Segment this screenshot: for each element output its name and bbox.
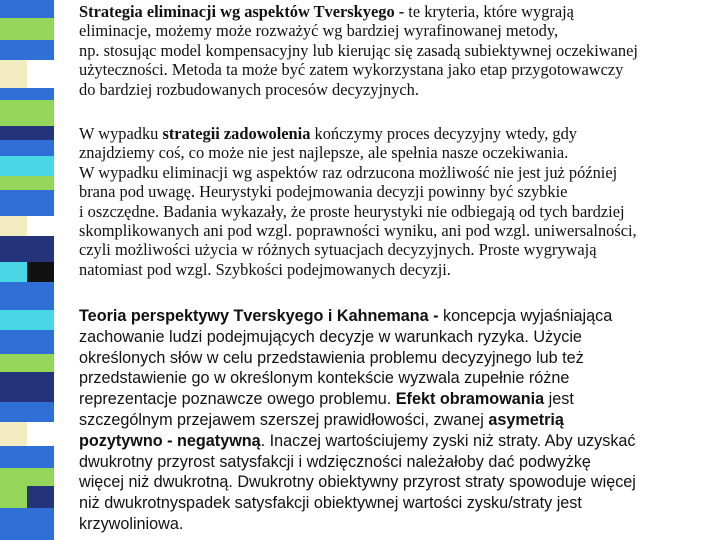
paragraph-prospect-theory bbox=[79, 306, 709, 535]
text-line bbox=[79, 306, 709, 327]
text-line bbox=[79, 182, 709, 201]
text-line bbox=[79, 410, 709, 431]
paragraph-satisficing-strategy bbox=[79, 124, 709, 279]
text-run: użyteczności. Metoda ta może być zatem wykorzystana jako etap przygotowawczy bbox=[79, 60, 624, 80]
text-run: te kryteria, które wygrają bbox=[404, 2, 574, 21]
stripe-block bbox=[0, 0, 54, 18]
text-run: i oszczędne. Badania wykazały, że proste heurystyki nie odbiegają od tych bardziej bbox=[79, 201, 625, 221]
text-line bbox=[79, 80, 709, 99]
stripe-block bbox=[0, 156, 54, 176]
text-line bbox=[79, 514, 709, 535]
stripe-block bbox=[27, 60, 54, 88]
text-line bbox=[79, 368, 709, 389]
text-run: zachowanie ludzi podejmujących decyzje w warunkach ryzyka. Użycie bbox=[79, 327, 582, 346]
text-line bbox=[79, 452, 709, 473]
stripe-block bbox=[0, 18, 54, 40]
text-run: reprezentacje poznawcze owego problemu. bbox=[79, 390, 396, 409]
stripe-block bbox=[0, 190, 54, 216]
text-run: skomplikowanych ani pod wzgl. poprawności wyniku, ani pod wzgl. uniwersalności, bbox=[79, 221, 637, 241]
text-line bbox=[79, 143, 709, 162]
text-run: np. stosując model kompensacyjny lub kierując się zasadą subiektywnej oczekiwanej bbox=[79, 40, 638, 60]
stripe-block bbox=[0, 126, 54, 140]
text-run: eliminacje, możemy może rozważyć wg bardziej wyrafinowanej metody, bbox=[79, 21, 559, 41]
stripe-block bbox=[0, 140, 27, 156]
text-run: czyli możliwości użycia w różnych sytuacjach decyzyjnych. Proste wygrywają bbox=[79, 240, 597, 260]
stripe-block bbox=[0, 508, 54, 540]
text-run: W wypadku bbox=[79, 124, 163, 143]
stripe-block bbox=[0, 100, 54, 126]
text-run: W wypadku eliminacji wg aspektów raz odrzucona możliwość nie jest już później bbox=[79, 162, 618, 182]
stripe-block bbox=[0, 88, 54, 100]
bold-term: Efekt obramowania bbox=[395, 390, 545, 409]
text-run: przedstawienie go w określonym kontekście wyzwala zupełnie różne bbox=[79, 369, 570, 388]
text-line bbox=[79, 2, 709, 21]
text-line bbox=[79, 493, 709, 514]
text-line bbox=[79, 202, 709, 221]
text-run: brana pod uwagę. Heurystyki podejmowania decyzji powinny być szybkie bbox=[79, 182, 568, 202]
stripe-block bbox=[0, 236, 54, 262]
bold-term: Strategia eliminacji wg aspektów Tverskyego - bbox=[79, 2, 405, 21]
text-run: dwukrotny przyrost satysfakcji i wdzięczności należałoby dać podwyżkę bbox=[79, 452, 591, 471]
text-run: niż dwukrotnyspadek satysfakcji obiektywnej wartości zysku/straty jest bbox=[79, 494, 582, 513]
text-run: szczególnym przejawem szerszej prawidłowości, zwanej bbox=[79, 410, 489, 429]
text-run: znajdziemy coś, co może nie jest najlepsze, ale spełnia nasze oczekiwania. bbox=[79, 143, 569, 163]
stripe-block bbox=[27, 422, 54, 446]
stripe-block bbox=[0, 330, 54, 354]
stripe-block bbox=[0, 354, 54, 372]
stripe-block bbox=[0, 446, 54, 468]
bold-term: Teoria perspektywy Tverskyego i Kahnemana - bbox=[79, 307, 439, 325]
text-line bbox=[79, 348, 709, 369]
stripe-block bbox=[0, 262, 27, 282]
stripe-block bbox=[0, 372, 54, 402]
stripe-block bbox=[0, 468, 54, 486]
text-line bbox=[79, 21, 709, 40]
text-run: koncepcja wyjaśniająca bbox=[438, 307, 613, 325]
stripe-block bbox=[0, 176, 54, 190]
stripe-block bbox=[27, 216, 54, 236]
text-run: krzywoliniowa. bbox=[79, 514, 184, 533]
text-line bbox=[79, 124, 709, 143]
text-line bbox=[79, 260, 709, 279]
stripe-block bbox=[0, 402, 54, 422]
text-run: natomiast pod wzgl. Szybkości podejmowanych decyzji. bbox=[79, 259, 451, 279]
bold-term: asymetrią bbox=[488, 410, 564, 429]
bold-term: pozytywno - negatywną bbox=[79, 431, 261, 450]
text-run: do bardziej rozbudowanych procesów decyzyjnych. bbox=[79, 79, 419, 99]
text-run: więcej niż dwukrotną. Dwukrotny obiektywny przyrost straty spowoduje więcej bbox=[79, 473, 636, 492]
text-line bbox=[79, 163, 709, 182]
text-line bbox=[79, 431, 709, 452]
stripe-block bbox=[0, 310, 54, 330]
text-line bbox=[79, 41, 709, 60]
stripe-block bbox=[0, 282, 54, 310]
decorative-color-stripe bbox=[0, 0, 54, 540]
text-line bbox=[79, 327, 709, 348]
stripe-block bbox=[0, 40, 54, 60]
text-line bbox=[79, 389, 709, 410]
text-line bbox=[79, 472, 709, 493]
text-run: . Inaczej wartościujemy zyski niż straty. Aby uzyskać bbox=[260, 431, 636, 450]
text-run: określonych słów w celu przedstawienia problemu decyzyjnego lub też bbox=[79, 348, 584, 367]
paragraph-elimination-by-aspects bbox=[79, 2, 709, 99]
text-line bbox=[79, 240, 709, 259]
text-run: jest bbox=[544, 390, 574, 409]
text-line bbox=[79, 60, 709, 79]
bold-term: strategii zadowolenia bbox=[162, 124, 311, 143]
stripe-block bbox=[0, 486, 27, 508]
text-run: kończymy proces decyzyjny wtedy, gdy bbox=[310, 124, 577, 143]
text-line bbox=[79, 221, 709, 240]
